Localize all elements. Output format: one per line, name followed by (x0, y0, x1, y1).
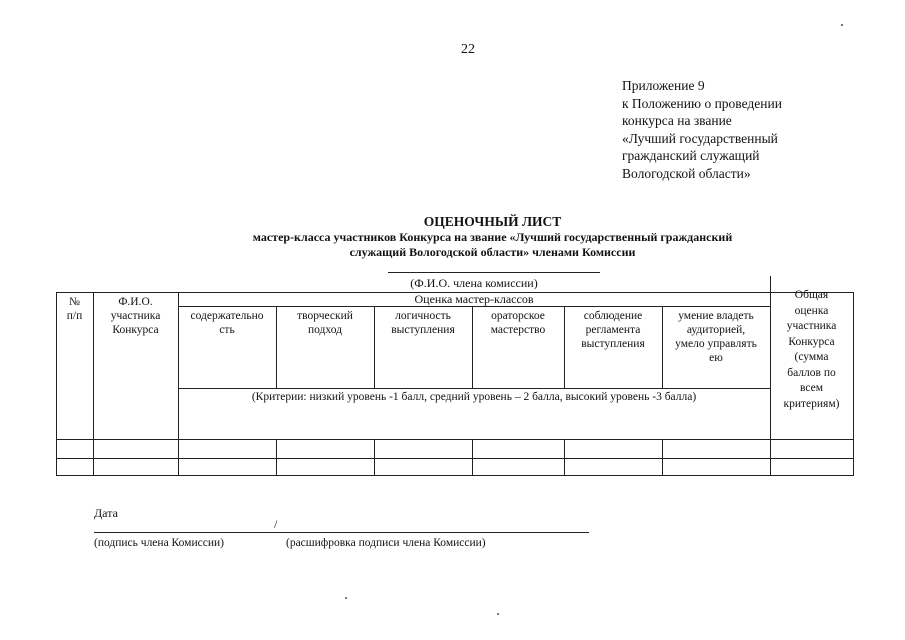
header-line: участника (110, 310, 161, 322)
header-line: сть (219, 324, 235, 336)
header-line: Конкурса (112, 324, 159, 336)
criterion-header-logic (374, 309, 472, 337)
appendix-line: «Лучший государственный (622, 130, 778, 146)
signature-decoding-caption: (расшифровка подписи члена Комиссии) (286, 537, 486, 549)
page-number: 22 (461, 42, 475, 57)
criterion-header-creativity (276, 309, 374, 337)
participant-name-header (93, 295, 178, 337)
scan-speck (841, 24, 843, 26)
table-rule (178, 388, 770, 389)
date-label: Дата (94, 506, 118, 520)
header-line: ею (709, 352, 723, 364)
appendix-line: гражданский служащий (622, 148, 760, 163)
header-line: оценка (794, 304, 829, 317)
appendix-line: Приложение 9 (622, 78, 705, 93)
table-border-right (853, 292, 854, 476)
header-line: умение владеть (678, 310, 754, 322)
header-line: умело управлять (675, 338, 757, 350)
subtitle-line: мастер-класса участников Конкурса на звание «Лучший государственный гражданский (252, 230, 733, 244)
table-border-bottom (56, 475, 854, 476)
table-row[interactable] (56, 440, 853, 458)
number-header (56, 295, 93, 323)
header-line: содержательно (190, 310, 264, 322)
signature-line (94, 532, 589, 533)
header-line: участника (786, 320, 837, 332)
header-line: соблюдение (583, 310, 643, 322)
appendix-line: конкурса на звание (622, 113, 732, 128)
appendix-line: Вологодской области» (622, 165, 751, 181)
masterclass-evaluation-header: Оценка мастер-классов (414, 292, 534, 306)
header-line: выступления (391, 324, 455, 336)
commission-member-name-line (388, 272, 600, 273)
criterion-header-content (178, 309, 276, 337)
total-score-header (770, 288, 853, 412)
table-row[interactable] (56, 459, 853, 475)
header-line: Ф.И.О. (118, 296, 153, 308)
header-line: творческий (297, 310, 353, 322)
scan-speck (497, 613, 499, 615)
scan-speck (345, 597, 347, 599)
header-line: мастерство (490, 324, 546, 336)
header-line: критериям) (783, 397, 840, 410)
criterion-header-oratory (472, 309, 564, 337)
subtitle-line: служащий Вологодской области» членами Комиссии (349, 245, 636, 259)
header-line: ораторское (491, 310, 545, 322)
header-line: № (69, 296, 80, 308)
appendix-line: к Положению о проведении (622, 95, 782, 111)
document-subtitle (0, 230, 905, 260)
header-line: (сумма (794, 351, 829, 363)
header-line: Общая (794, 289, 829, 301)
signature-caption: (подпись члена Комиссии) (94, 537, 224, 549)
evaluation-table (56, 274, 854, 476)
criterion-header-timing (564, 309, 662, 351)
header-line: логичность (395, 310, 451, 322)
commission-member-caption: (Ф.И.О. члена комиссии) (410, 276, 538, 290)
scoring-scale-note: (Критерии: низкий уровень -1 балл, средний уровень – 2 балла, высокий уровень -3 балла) (251, 391, 697, 403)
header-line: баллов по (787, 366, 836, 379)
document-title: ОЦЕНОЧНЫЙ ЛИСТ (423, 214, 562, 229)
header-line: всем (800, 382, 823, 394)
header-line: аудиторией, (686, 324, 746, 336)
header-line: п/п (66, 310, 83, 322)
header-line: Конкурса (788, 335, 835, 348)
header-line: выступления (581, 338, 645, 350)
table-rule (178, 306, 770, 307)
appendix-reference (622, 77, 782, 182)
criterion-header-audience (662, 309, 770, 365)
header-line: регламента (585, 324, 641, 336)
header-line: подход (307, 324, 342, 336)
signature-separator: / (274, 517, 278, 531)
